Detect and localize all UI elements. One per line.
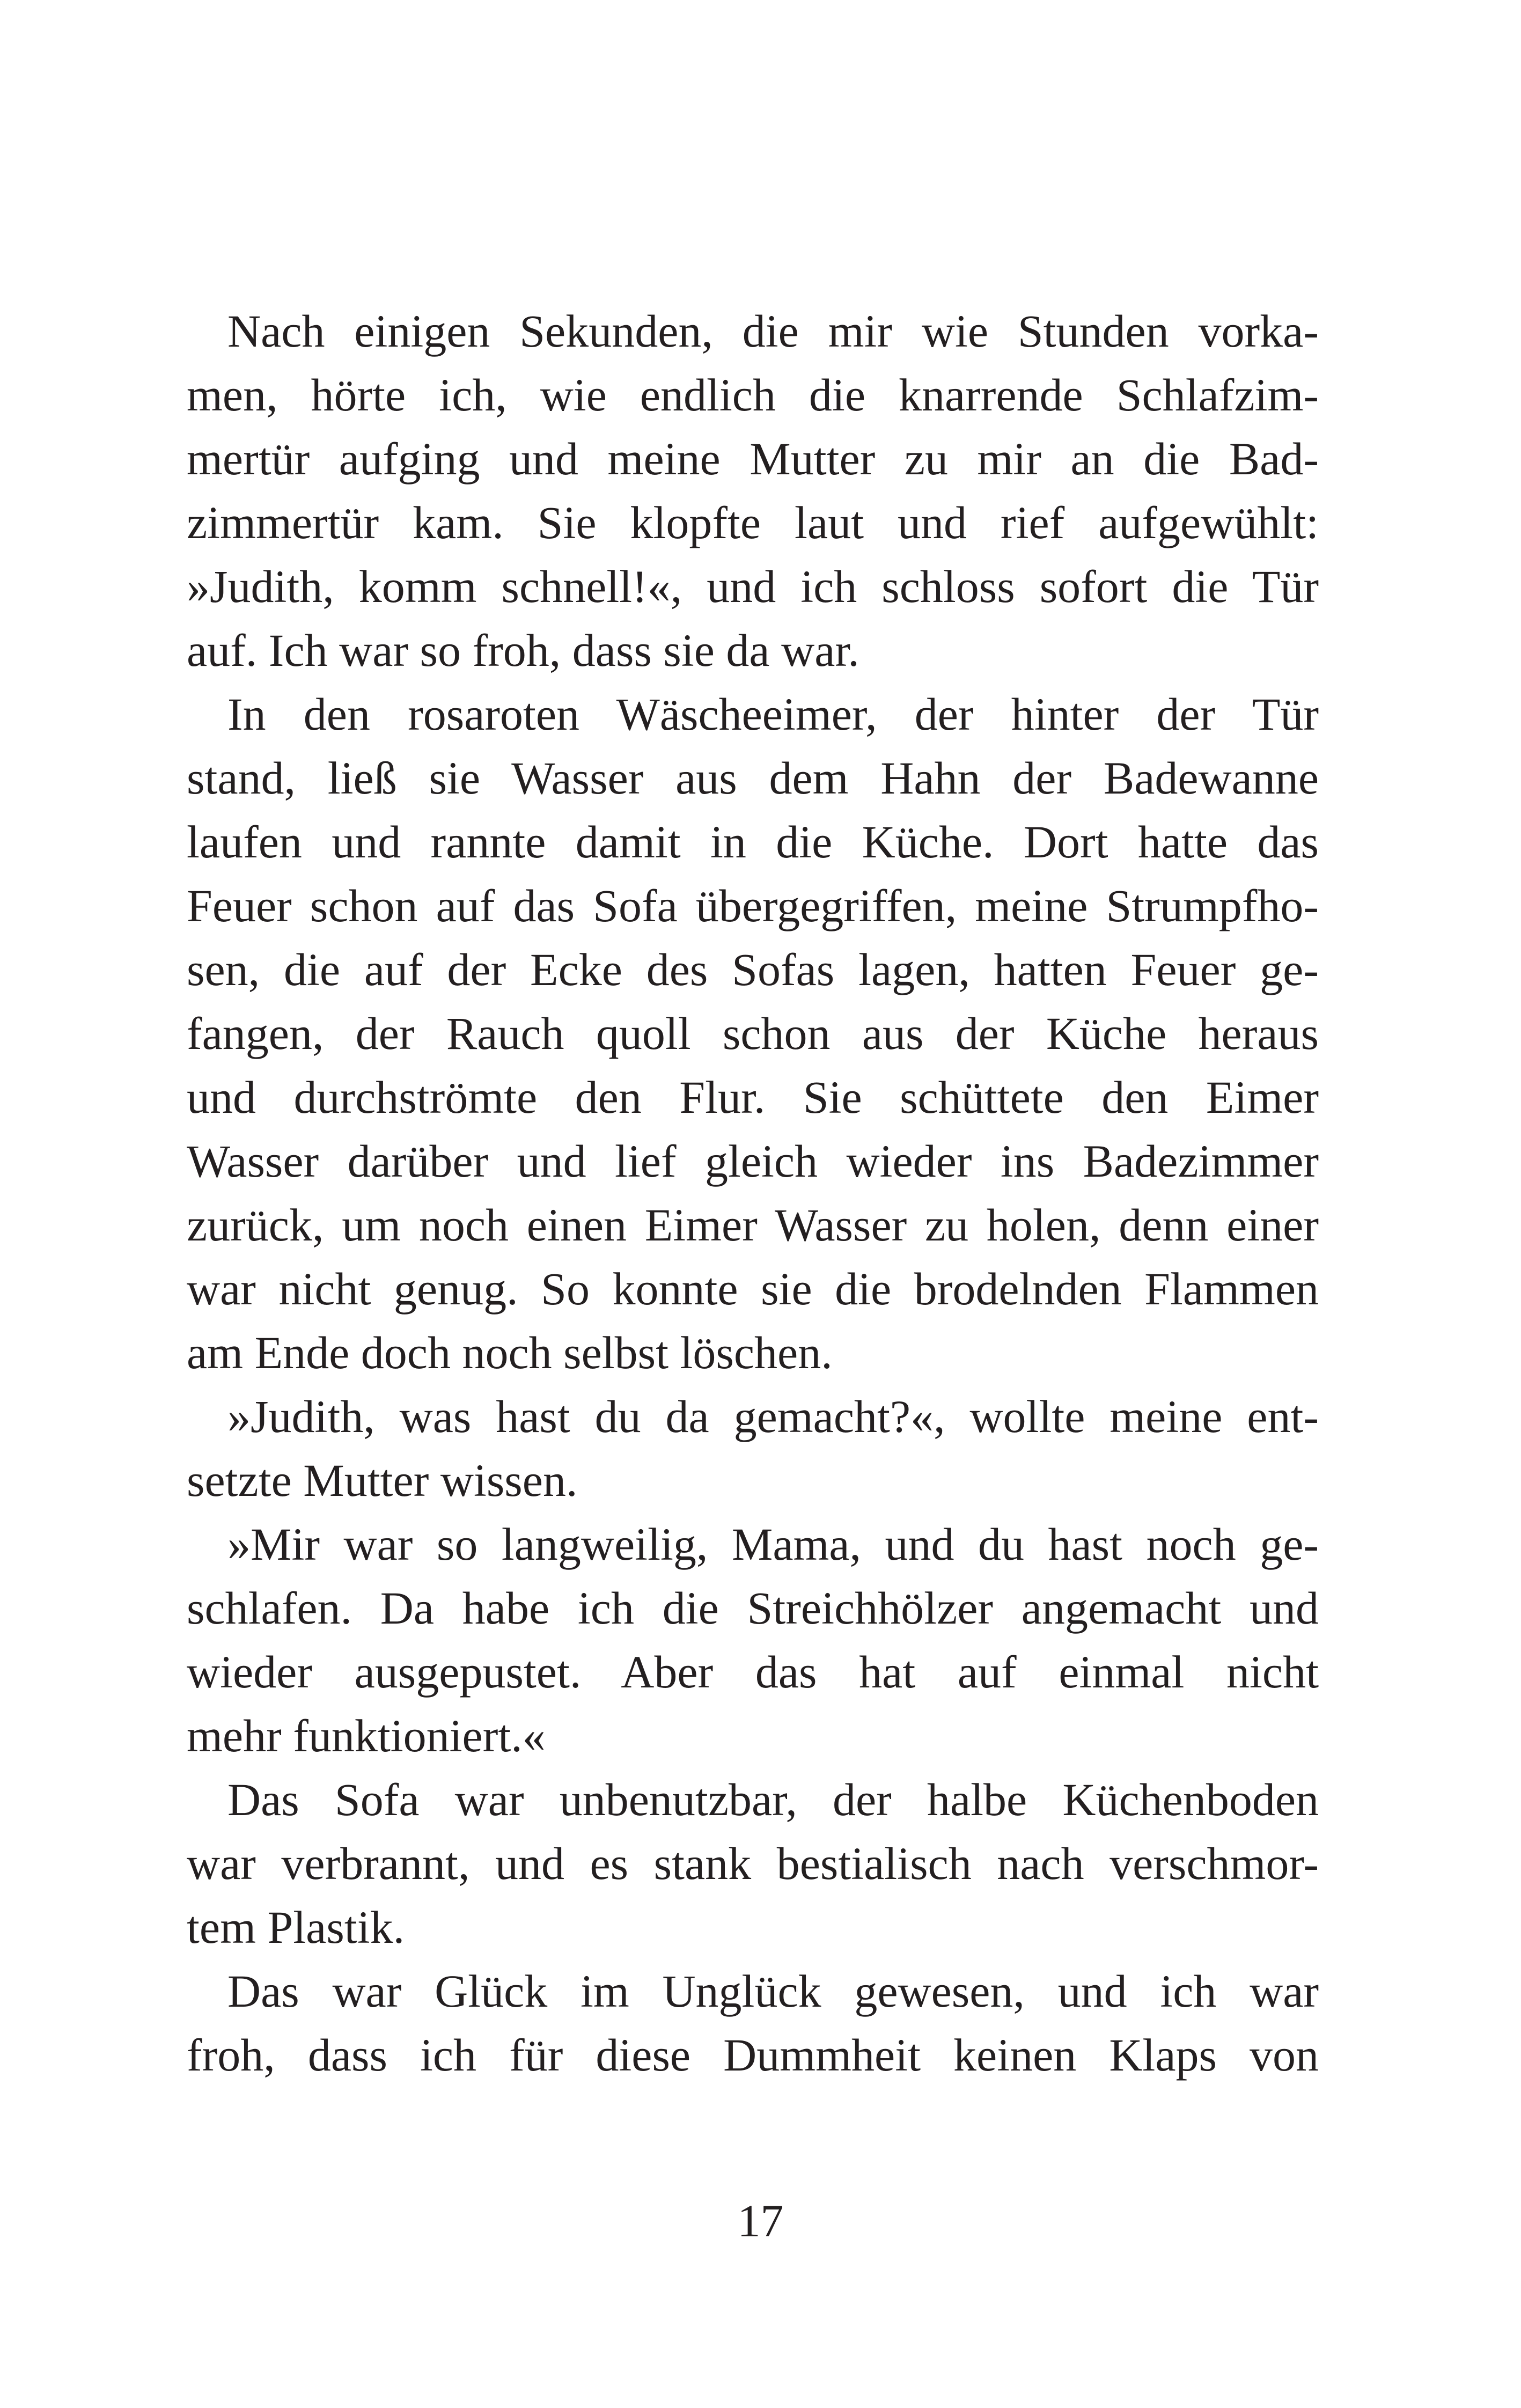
text-line: sen, die auf der Ecke des Sofas lagen, hatten Feuer ge-	[187, 944, 1319, 995]
text-line: wieder ausgepustet. Aber das hat auf einmal nicht	[187, 1646, 1319, 1698]
text-line: »Judith, was hast du da gemacht?«, wollte meine ent-	[227, 1391, 1319, 1442]
text-line: auf. Ich war so froh, dass sie da war.	[187, 625, 859, 676]
text-line: froh, dass ich für diese Dummheit keinen Klaps von	[187, 2029, 1319, 2081]
text-line: In den rosaroten Wäscheeimer, der hinter der Tür	[227, 688, 1319, 740]
text-line: »Judith, komm schnell!«, und ich schloss sofort die Tür	[187, 561, 1319, 612]
text-line: »Mir war so langweilig, Mama, und du hast noch ge-	[227, 1518, 1319, 1570]
text-line: Nach einigen Sekunden, die mir wie Stunden vorka-	[227, 305, 1319, 357]
text-line: laufen und rannte damit in die Küche. Dort hatte das	[187, 816, 1319, 868]
text-line: war nicht genug. So konnte sie die brodelnden Flammen	[187, 1263, 1319, 1315]
text-line: mertür aufging und meine Mutter zu mir an die Bad-	[187, 433, 1319, 484]
text-line: stand, ließ sie Wasser aus dem Hahn der Badewanne	[187, 752, 1319, 804]
page-number: 17	[737, 2195, 784, 2247]
text-line: Das Sofa war unbenutzbar, der halbe Küchenboden	[227, 1774, 1319, 1825]
text-line: Feuer schon auf das Sofa übergegriffen, meine Strumpfho-	[187, 880, 1319, 931]
text-line: war verbrannt, und es stank bestialisch nach verschmor-	[187, 1838, 1319, 1889]
text-line: zimmertür kam. Sie klopfte laut und rief aufgewühlt:	[187, 497, 1319, 548]
text-line: mehr funktioniert.«	[187, 1710, 546, 1761]
body-text	[187, 299, 1319, 2087]
text-line: setzte Mutter wissen.	[187, 1455, 578, 1506]
text-line: Das war Glück im Unglück gewesen, und ich war	[227, 1965, 1319, 2017]
text-line: tem Plastik.	[187, 1902, 405, 1953]
text-line: zurück, um noch einen Eimer Wasser zu holen, denn einer	[187, 1199, 1319, 1251]
text-line: schlafen. Da habe ich die Streichhölzer angemacht und	[187, 1582, 1319, 1634]
text-line: und durchströmte den Flur. Sie schüttete den Eimer	[187, 1071, 1319, 1123]
text-line: fangen, der Rauch quoll schon aus der Küche heraus	[187, 1008, 1319, 1059]
text-line: Wasser darüber und lief gleich wieder ins Badezimmer	[187, 1135, 1319, 1187]
text-line: am Ende doch noch selbst löschen.	[187, 1327, 833, 1378]
text-line: men, hörte ich, wie endlich die knarrende Schlafzim-	[187, 369, 1319, 421]
